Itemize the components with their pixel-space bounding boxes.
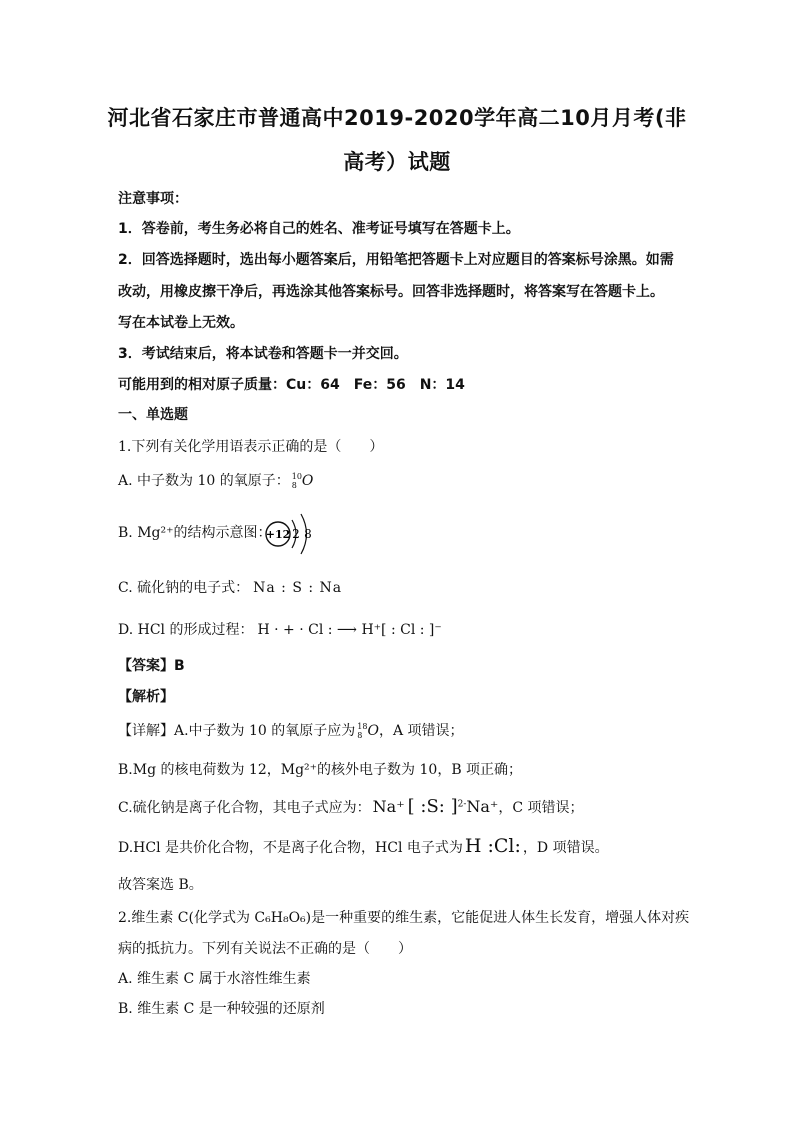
q1-option-a <box>118 470 313 490</box>
isotope-mass: 18 <box>357 722 368 731</box>
nucleus-charge: +12 <box>265 528 291 541</box>
q1-answer: 【答案】B <box>118 658 185 674</box>
atomic-mass-line: 可能用到的相对原子质量：Cu：64 Fe：56 N：14 <box>118 377 465 393</box>
na2s-wrong-formula: Na : S : Na <box>253 580 343 596</box>
q2-option-a: A. 维生素 C 属于水溶性维生素 <box>118 971 311 987</box>
notice-item-2c: 写在本试卷上无效。 <box>118 315 244 331</box>
sulfide-charge: 2- <box>457 799 467 810</box>
shell-1-electrons: 2 <box>292 527 300 541</box>
notice-header: 注意事项： <box>118 191 188 207</box>
q1-detail-a <box>118 720 464 740</box>
q1-detail-c <box>118 796 584 817</box>
q1-option-d <box>118 619 442 639</box>
notice-item-2b: 改动，用橡皮擦干净后，再选涂其他答案标号。回答非选择题时，将答案写在答题卡上。 <box>118 284 664 300</box>
na-ion-1: Na⁺ <box>372 797 405 816</box>
q1-option-a-text: A. 中子数为 10 的氧原子： <box>118 473 290 489</box>
detail-c-prefix: C.硫化钠是离子化合物，其电子式应为： <box>118 800 371 816</box>
notice-item-1: 1．答卷前，考生务必将自己的姓名、准考证号填写在答题卡上。 <box>118 221 520 237</box>
q1-stem: 1.下列有关化学用语表示正确的是（ ） <box>118 439 384 455</box>
q1-detail-b: B.Mg 的核电荷数为 12，Mg²⁺的核外电子数为 10，B 项正确； <box>118 762 523 778</box>
isotope-number: 8 <box>357 731 363 740</box>
q1-conclusion: 故答案选 B。 <box>118 877 203 893</box>
sulfide-ion: [ :S: ] <box>407 796 458 817</box>
hcl-electron-formula: H :Cl: <box>464 835 521 857</box>
isotope-symbol: O <box>367 723 379 739</box>
detail-a-isotope <box>357 722 367 740</box>
detail-a-suffix: ，A 项错误； <box>378 723 464 739</box>
na-ion-2: Na⁺ <box>466 797 499 816</box>
q1-analysis-header: 【解析】 <box>118 689 174 705</box>
isotope-symbol: O <box>301 473 314 489</box>
q1-option-c-text: C. 硫化钠的电子式： <box>118 580 250 596</box>
mg-ion-structure-diagram <box>262 512 324 556</box>
shell-2-electrons: 8 <box>304 527 312 541</box>
q1-option-b <box>118 522 272 542</box>
notice-item-3: 3．考试结束后，将本试卷和答题卡一并交回。 <box>118 346 408 362</box>
detail-a-prefix: 【详解】A.中子数为 10 的氧原子应为 <box>118 723 356 739</box>
q1-detail-d <box>118 835 609 857</box>
q2-stem-line2: 病的抵抗力。下列有关说法不正确的是（ ） <box>118 941 412 957</box>
isotope-mass: 10 <box>291 472 302 481</box>
notice-item-2a: 2．回答选择题时，选出每小题答案后，用铅笔把答题卡上对应题目的答案标号涂黑。如需 <box>118 252 674 268</box>
q2-option-b: B. 维生素 C 是一种较强的还原剂 <box>118 1001 325 1017</box>
q1-option-c <box>118 577 342 597</box>
q1-option-d-text: D. HCl 的形成过程： <box>118 622 254 638</box>
detail-c-suffix: ，C 项错误； <box>498 800 584 816</box>
section-heading: 一、单选题 <box>118 407 188 423</box>
detail-d-prefix: D.HCl 是共价化合物，不是离子化合物，HCl 电子式为 <box>118 840 463 856</box>
page-title-line2: 高考）试题 <box>343 150 451 174</box>
detail-d-suffix: ，D 项错误。 <box>522 840 609 856</box>
q2-stem-line1: 2.维生素 C(化学式为 C₆H₈O₆)是一种重要的维生素，它能促进人体生长发育，增强人体对疾 <box>118 910 690 926</box>
hcl-formation-formula: H · + · Cl : ⟶ H⁺[ : Cl : ]⁻ <box>257 622 442 638</box>
q1-option-a-isotope <box>292 472 302 490</box>
isotope-number: 8 <box>291 481 297 490</box>
page-title-line1: 河北省石家庄市普通高中2019-2020学年高二10月月考(非 <box>107 106 687 130</box>
q1-option-b-text: B. Mg²⁺的结构示意图： <box>118 525 272 541</box>
